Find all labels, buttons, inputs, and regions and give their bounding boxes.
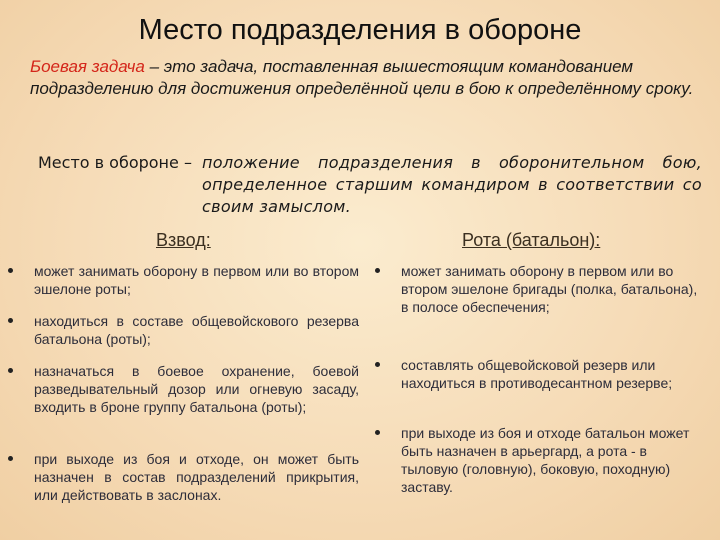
company-heading: Рота (батальон): — [462, 230, 601, 250]
list-item-text: составлять общевойсковой резерв или находиться в противодесантном резерве; — [401, 357, 673, 391]
list-item-text: назначаться в боевое охранение, боевой разведывательный дозор или огневую засаду, входить в броне группу батальона (роты); — [34, 363, 359, 415]
list-item — [401, 262, 706, 316]
bullet-icon — [8, 368, 13, 373]
platoon-heading: Взвод: — [156, 230, 211, 250]
list-item — [34, 362, 359, 416]
list-item — [34, 312, 359, 348]
defense-place-text: положение подразделения в оборонительном бою, определенное старшим командиром в соответствии со своим замыслом. — [202, 153, 702, 216]
list-item — [401, 356, 706, 392]
page-title: Место подразделения в обороне — [138, 14, 582, 46]
bullet-icon — [8, 268, 13, 273]
list-item-text: при выходе из боя и отходе батальон может быть назначен в арьергард, а рота - в тыловую (головную), боковую, походную) заставу. — [401, 425, 690, 495]
defense-place-term: Место в обороне – — [38, 153, 192, 172]
bullet-icon — [375, 430, 380, 435]
list-item — [34, 262, 359, 298]
list-item-text: может занимать оборону в первом или во втором эшелоне бригады (полка, батальона), в полосе обеспечения; — [401, 263, 698, 315]
bullet-icon — [8, 456, 13, 461]
bullet-icon — [375, 268, 380, 273]
bullet-icon — [375, 362, 380, 367]
list-item-text: может занимать оборону в первом или во втором эшелоне роты; — [34, 263, 359, 297]
combat-task-text: – это задача, поставленная вышестоящим командованием подразделению для достижения определённой цели в бою к определённому сроку. — [30, 57, 694, 98]
list-item-text: при выходе из боя и отходе, он может быть назначен в состав подразделений прикрытия, или действовать в заслонах. — [34, 451, 359, 503]
list-item-text: находиться в составе общевойскового резерва батальона (роты); — [34, 313, 359, 347]
list-item — [401, 424, 706, 496]
bullet-icon — [8, 318, 13, 323]
combat-task-term: Боевая задача — [30, 57, 145, 76]
combat-task-definition — [30, 56, 705, 100]
list-item — [34, 450, 359, 504]
